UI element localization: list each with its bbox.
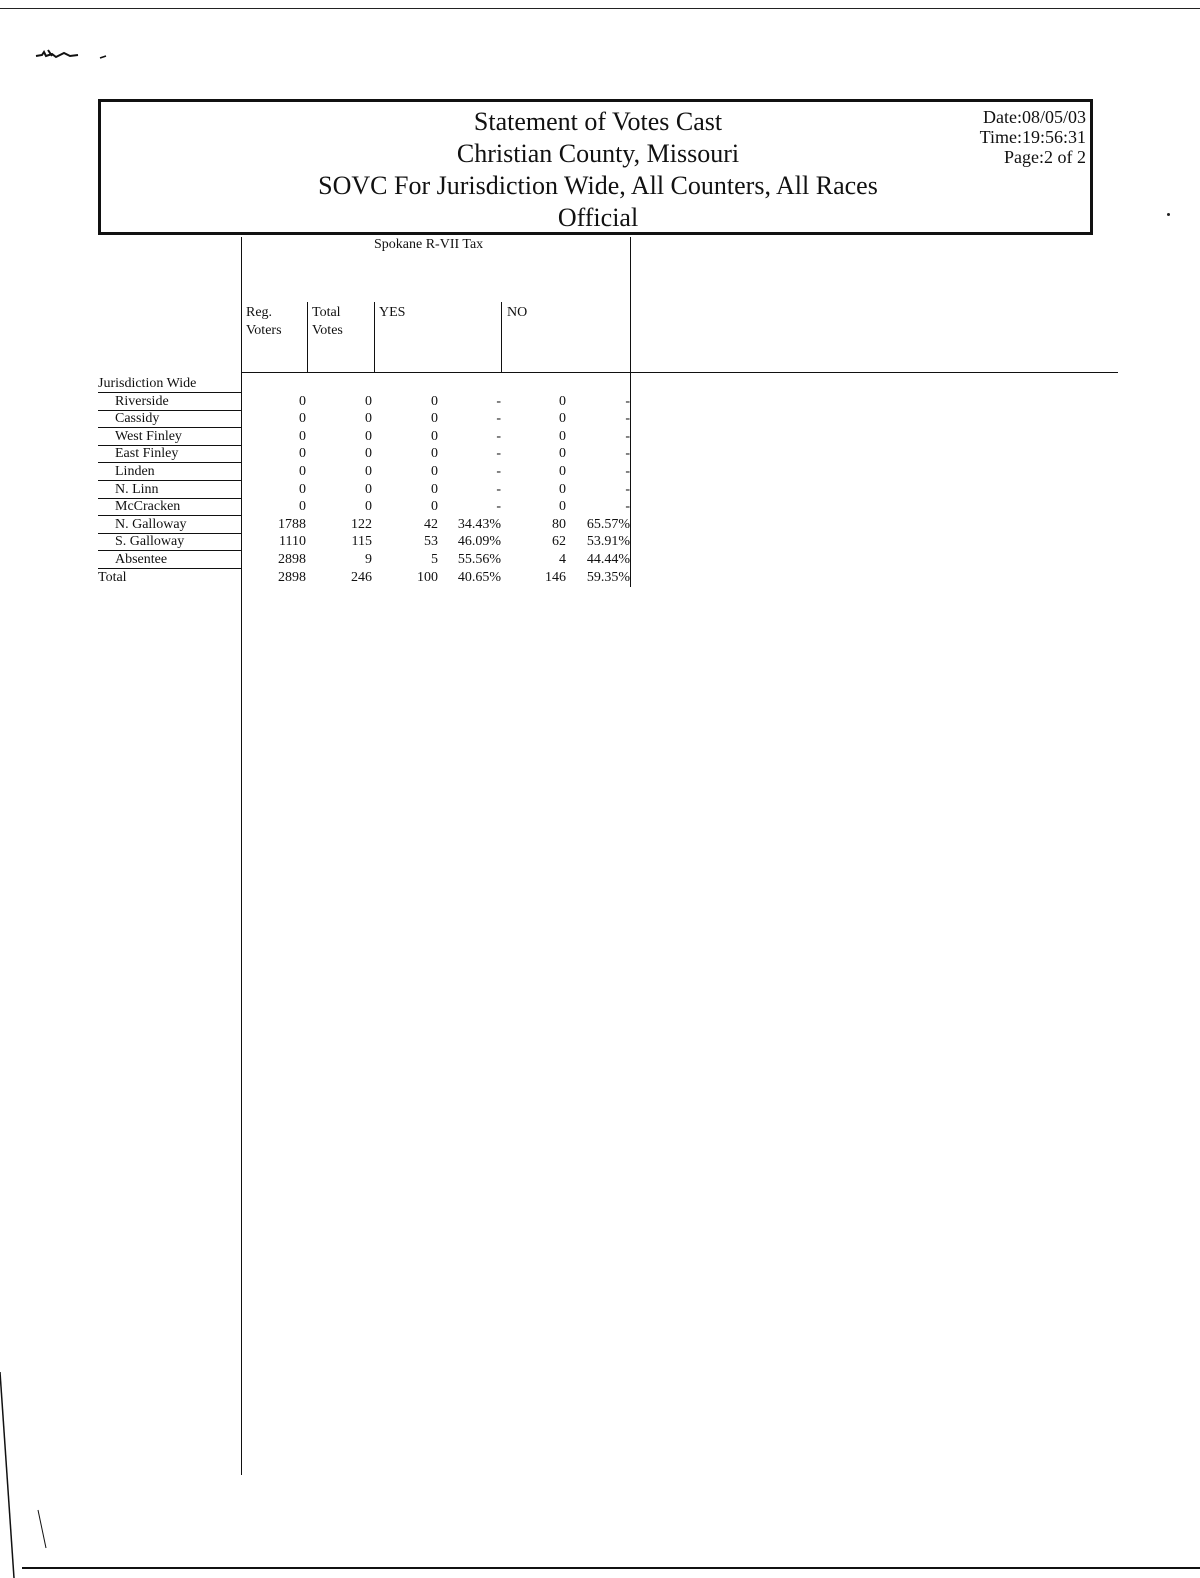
col-divider-no [501,302,502,372]
no-votes: 62 [552,534,566,550]
reg-voters: 0 [299,481,306,497]
reg-voters: 1788 [278,516,306,532]
total-reg-voters: 2898 [278,569,306,585]
no-percent: - [625,446,630,462]
yes-votes: 0 [431,446,438,462]
title-line-2: Christian County, Missouri [456,139,740,168]
col-head-total-votes [312,304,343,340]
total-votes: 9 [365,552,372,567]
report-date: Date:08/05/03 [983,107,1086,127]
col-head-reg-line1: Reg. [246,305,273,320]
precinct-name: S. Galloway [115,534,185,550]
reg-voters: 0 [299,393,306,409]
col-head-total-line1: Total [312,305,341,320]
yes-votes: 0 [431,411,438,427]
no-votes: 0 [559,393,566,409]
col-head-yes: YES [379,305,406,320]
total-votes: 122 [351,516,372,532]
yes-percent: - [496,446,501,462]
header-rule [241,372,1118,373]
report-page: Page:2 of 2 [1004,147,1086,167]
report-title [101,106,1095,234]
total-no-percent: 59.35% [586,569,630,585]
scan-border-line [0,8,1200,9]
reg-voters: 0 [299,428,306,444]
total-votes: 115 [351,534,372,550]
no-votes: 0 [559,428,566,444]
precinct-name: N. Linn [115,481,159,497]
precinct-name: West Finley [115,428,182,444]
yes-votes: 5 [431,552,438,567]
precinct-name: Cassidy [115,411,160,427]
precinct-name: Linden [115,464,155,479]
table-row [98,393,638,411]
no-percent: - [625,411,630,427]
no-votes: 0 [559,446,566,462]
no-votes: 0 [559,499,566,515]
total-votes: 0 [365,428,372,444]
handwritten-mark-icon [34,44,114,64]
no-votes: 0 [559,481,566,497]
total-votes: 0 [365,464,372,479]
precinct-name: McCracken [115,499,181,515]
no-percent: 65.57% [586,516,630,532]
total-votes: 0 [365,393,372,409]
yes-percent: - [496,393,501,409]
table-row [98,533,638,551]
yes-votes: 0 [431,499,438,515]
yes-votes: 42 [424,516,438,532]
group-label: Jurisdiction Wide [98,376,197,391]
no-percent: 44.44% [586,552,630,567]
total-votes: 0 [365,481,372,497]
total-votes: 0 [365,446,372,462]
yes-percent: 46.09% [457,534,501,550]
no-votes: 0 [559,464,566,479]
no-percent: - [625,393,630,409]
table-row [98,481,638,499]
table-row [98,428,638,446]
yes-votes: 0 [431,393,438,409]
total-no-votes: 146 [545,569,566,585]
reg-voters: 0 [299,464,306,479]
no-votes: 4 [559,552,566,567]
yes-percent: - [496,428,501,444]
col-head-reg-voters [246,304,282,340]
no-votes: 0 [559,411,566,427]
report-header [98,99,1093,235]
report-meta [980,107,1086,167]
col-head-total-line2: Votes [312,323,343,338]
col-divider-total [307,302,308,372]
no-votes: 80 [552,516,566,532]
total-row [98,569,638,587]
yes-percent: 34.43% [457,516,501,532]
col-head-reg-line2: Voters [246,323,282,338]
yes-percent: - [496,464,501,479]
precinct-name: N. Galloway [115,516,187,532]
no-percent: - [625,499,630,515]
col-divider-yes [374,302,375,372]
total-yes-votes: 100 [417,569,438,585]
scan-speck [1167,213,1170,216]
total-total-votes: 246 [351,569,372,585]
yes-votes: 0 [431,481,438,497]
reg-voters: 0 [299,446,306,462]
no-percent: 53.91% [586,534,630,550]
precinct-name: East Finley [115,446,179,462]
total-label: Total [98,569,127,585]
table-row [98,516,638,534]
reg-voters: 2898 [278,552,306,567]
reg-voters: 1110 [279,534,306,550]
race-title: Spokane R-VII Tax [374,237,484,252]
yes-votes: 0 [431,464,438,479]
title-line-4: Official [557,203,639,232]
table-row [98,498,638,516]
reg-voters: 0 [299,411,306,427]
yes-percent: - [496,481,501,497]
table-row [98,463,638,481]
yes-votes: 53 [424,534,438,550]
yes-votes: 0 [431,428,438,444]
report-time: Time:19:56:31 [979,127,1086,147]
yes-percent: - [496,499,501,515]
table-row [98,445,638,463]
col-head-no: NO [507,305,528,320]
reg-voters: 0 [299,499,306,515]
total-votes: 0 [365,499,372,515]
table-row [98,551,638,569]
total-votes: 0 [365,411,372,427]
yes-percent: 55.56% [457,552,501,567]
precinct-name: Riverside [115,393,169,409]
no-percent: - [625,428,630,444]
yes-percent: - [496,411,501,427]
total-yes-percent: 40.65% [457,569,501,585]
title-line-1: Statement of Votes Cast [473,107,723,136]
title-line-3: SOVC For Jurisdiction Wide, All Counters, All Races [318,171,878,200]
precinct-name: Absentee [115,552,168,567]
no-percent: - [625,464,630,479]
group-row [98,375,638,393]
no-percent: - [625,481,630,497]
table-row [98,410,638,428]
